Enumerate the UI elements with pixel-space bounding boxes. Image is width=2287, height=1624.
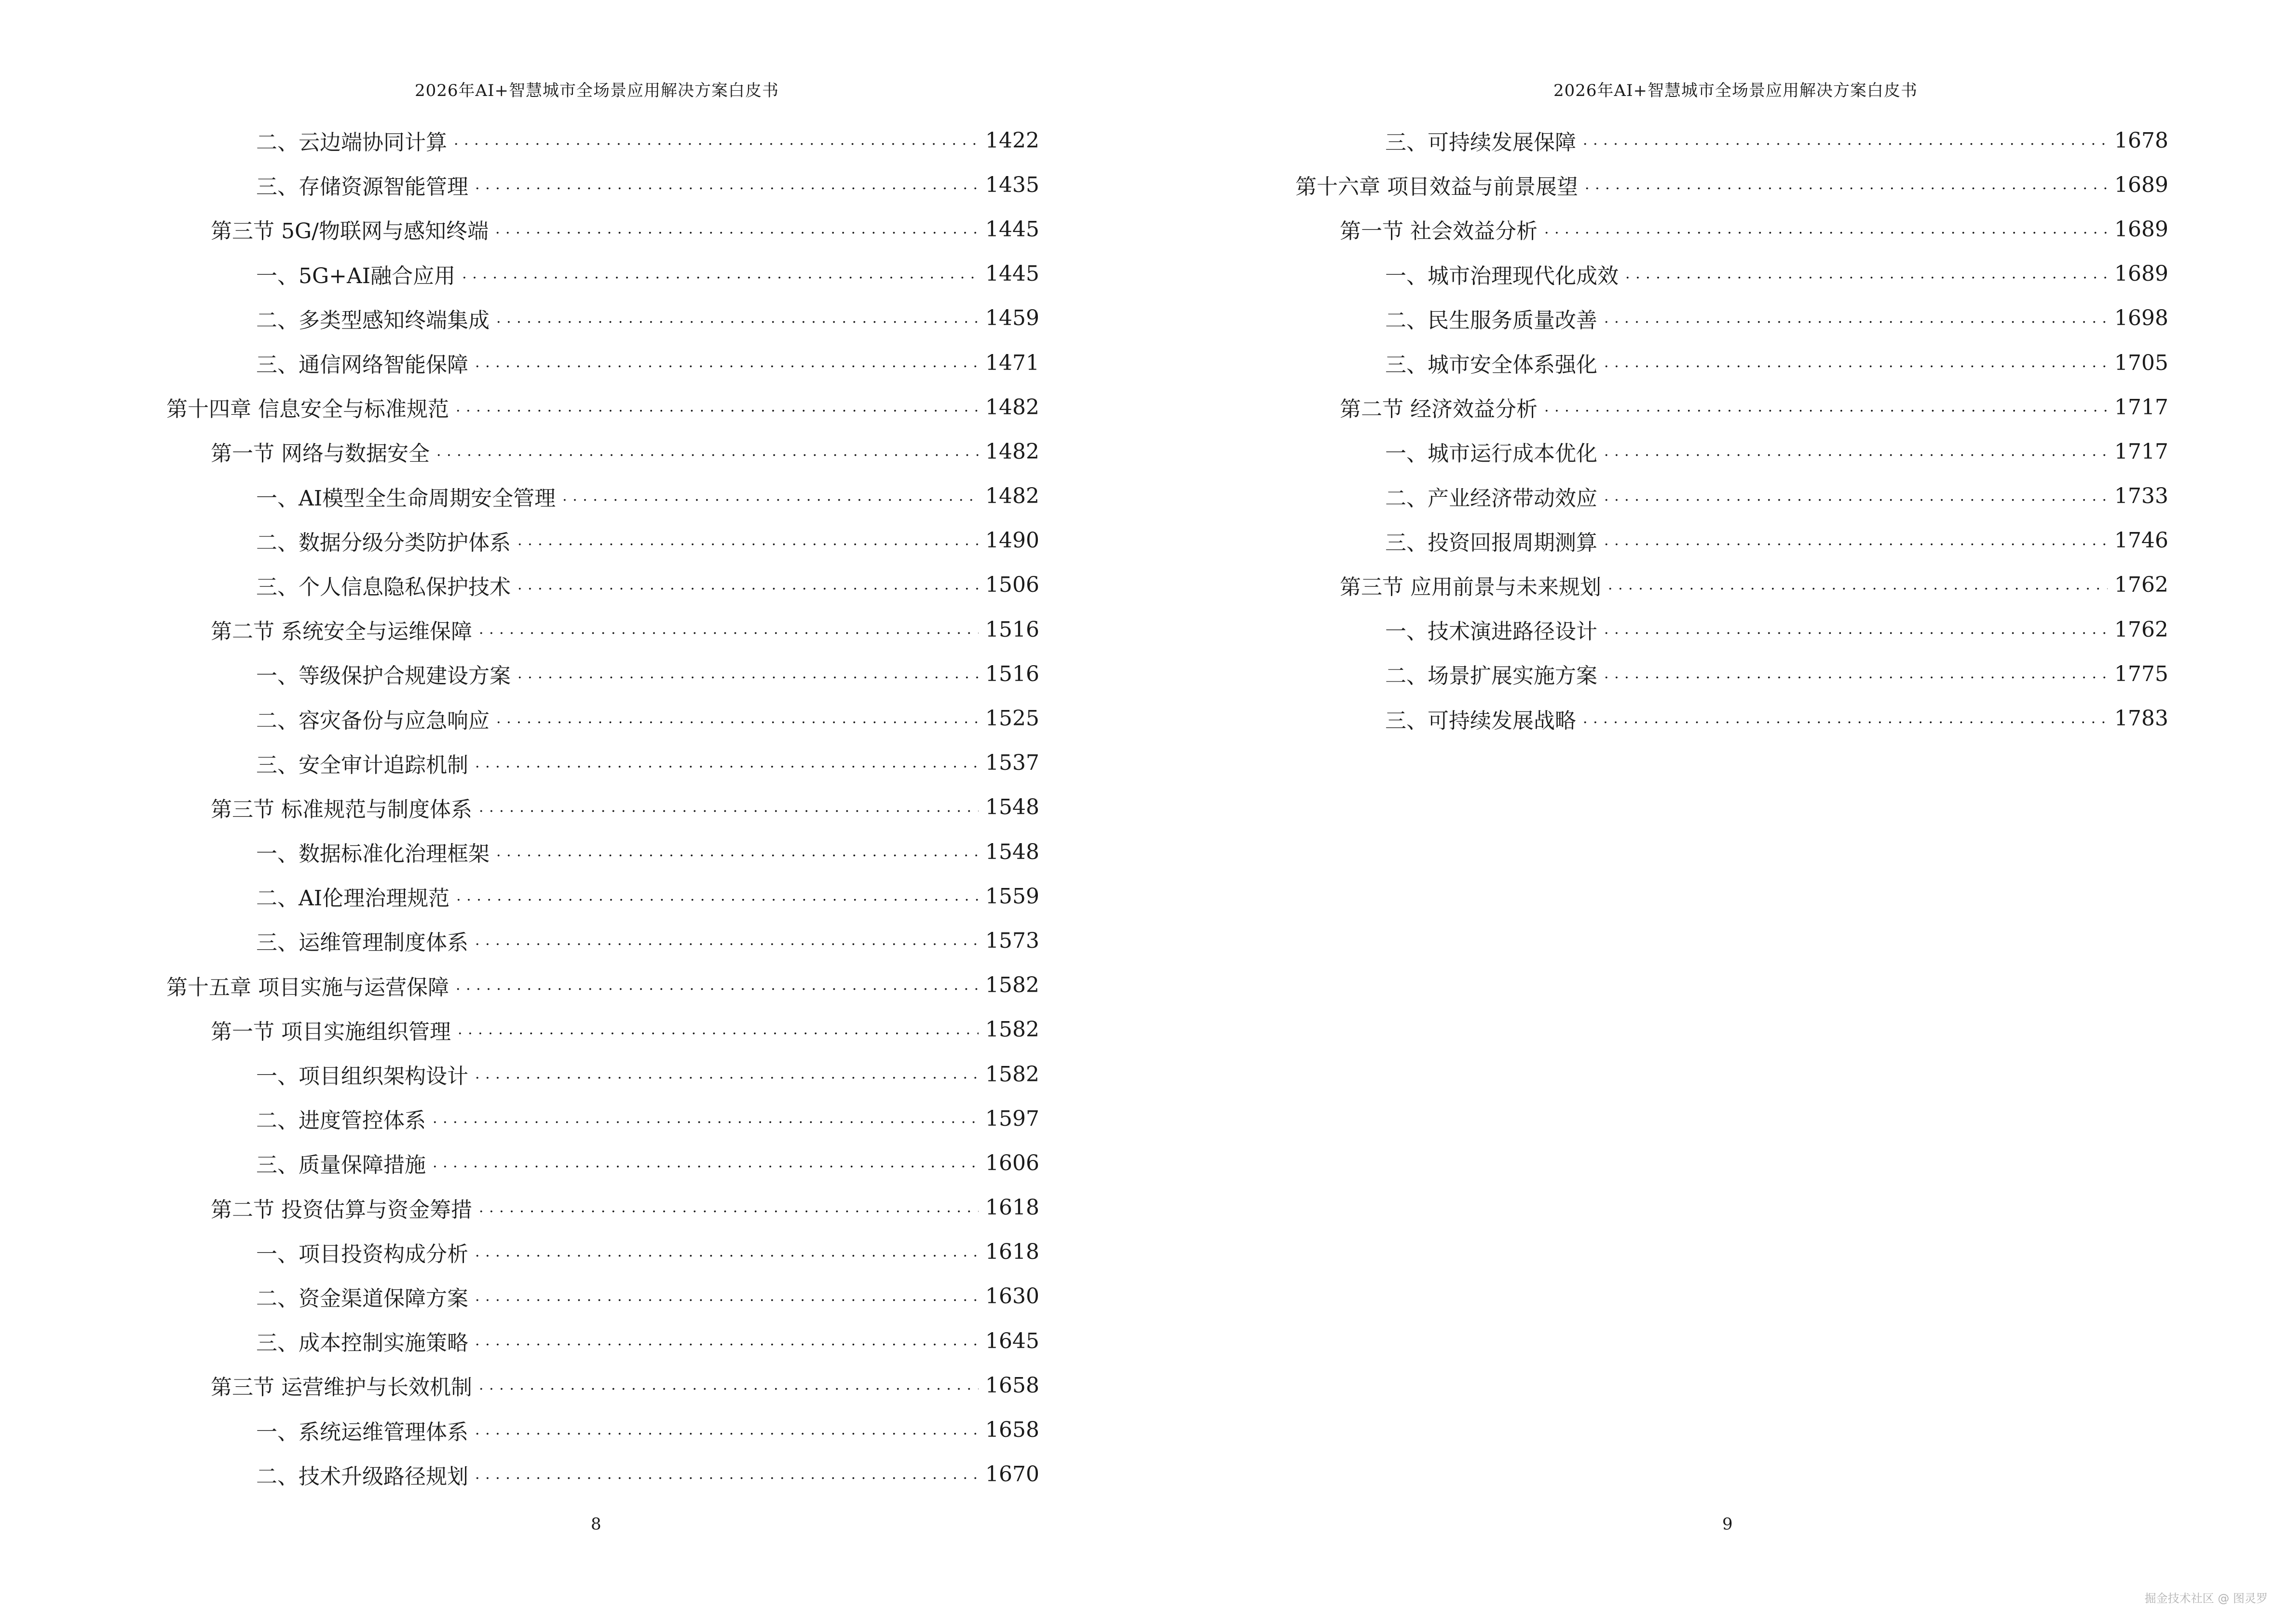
toc-entry-page-number: 1597 xyxy=(985,1106,1039,1131)
toc-entry[interactable] xyxy=(1295,341,2168,385)
toc-entry-page-number: 1525 xyxy=(985,706,1039,731)
toc-entry-page-number: 1698 xyxy=(2114,306,2168,331)
dot-leader xyxy=(1544,396,2108,418)
dot-leader xyxy=(475,1286,979,1307)
toc-entry-page-number: 1559 xyxy=(985,884,1039,909)
dot-leader xyxy=(517,530,979,551)
toc-entry-label: 二、数据分级分类防护体系 xyxy=(256,530,511,555)
dot-leader xyxy=(433,1152,979,1174)
toc-entry[interactable] xyxy=(1295,519,2168,563)
toc-entry-label: 二、多类型感知终端集成 xyxy=(256,308,490,333)
toc-entry[interactable] xyxy=(166,1052,1039,1096)
toc-entry-label: 三、安全审计追踪机制 xyxy=(256,752,468,778)
toc-entry[interactable] xyxy=(166,474,1039,519)
toc-entry-page-number: 1482 xyxy=(985,395,1039,420)
toc-entry-label: 二、AI伦理治理规范 xyxy=(256,886,450,911)
toc-entry-label: 一、城市治理现代化成效 xyxy=(1385,263,1619,288)
toc-entry-page-number: 1705 xyxy=(2114,350,2168,375)
toc-entry-label: 一、AI模型全生命周期安全管理 xyxy=(256,486,556,511)
toc-entry-label: 三、可持续发展战略 xyxy=(1385,708,1576,733)
toc-entry[interactable] xyxy=(1295,429,2168,474)
dot-leader xyxy=(1604,619,2108,640)
toc-entry[interactable] xyxy=(166,1230,1039,1274)
toc-entry[interactable] xyxy=(1295,474,2168,519)
dot-leader xyxy=(496,841,979,862)
toc-entry-label: 一、5G+AI融合应用 xyxy=(256,263,456,288)
dot-leader xyxy=(436,441,979,462)
dot-leader xyxy=(456,396,979,418)
toc-entry[interactable] xyxy=(166,118,1039,163)
toc-entry[interactable] xyxy=(166,607,1039,652)
toc-entry[interactable] xyxy=(166,785,1039,830)
toc-entry-label: 三、成本控制实施策略 xyxy=(256,1331,468,1356)
toc-entry[interactable] xyxy=(166,874,1039,918)
toc-entry-label: 一、系统运维管理体系 xyxy=(256,1419,468,1445)
right-page xyxy=(1144,0,2287,1624)
dot-leader xyxy=(1604,486,2108,507)
toc-entry-label: 三、投资回报周期测算 xyxy=(1385,530,1597,555)
toc-entry-page-number: 1717 xyxy=(2114,439,2168,464)
toc-entry[interactable] xyxy=(166,963,1039,1008)
dot-leader xyxy=(456,975,979,996)
toc-entry-label: 一、项目投资构成分析 xyxy=(256,1242,468,1267)
toc-entry[interactable] xyxy=(166,918,1039,963)
toc-entry[interactable] xyxy=(1295,163,2168,207)
toc-entry-label: 三、运维管理制度体系 xyxy=(256,930,468,955)
dot-leader xyxy=(517,574,979,596)
toc-entry-label: 一、项目组织架构设计 xyxy=(256,1064,468,1089)
dot-leader xyxy=(479,797,979,818)
dot-leader xyxy=(496,708,979,729)
dot-leader xyxy=(1625,263,2108,285)
toc-entry-page-number: 1689 xyxy=(2114,172,2168,197)
toc-entry-page-number: 1670 xyxy=(985,1462,1039,1487)
dot-leader xyxy=(496,308,979,329)
dot-leader xyxy=(1585,174,2108,195)
toc-entry-label: 二、技术升级路径规划 xyxy=(256,1464,468,1489)
toc-entry-label: 三、质量保障措施 xyxy=(256,1153,426,1178)
toc-entry[interactable] xyxy=(166,207,1039,251)
toc-entry-label: 第一节 项目实施组织管理 xyxy=(211,1019,451,1044)
toc-entry[interactable] xyxy=(166,1452,1039,1497)
toc-entry-label: 三、存储资源智能管理 xyxy=(256,175,468,200)
toc-entry-label: 第十五章 项目实施与运营保障 xyxy=(166,975,449,1000)
toc-entry[interactable] xyxy=(166,1141,1039,1185)
running-header: 2026年AI+智慧城市全场景应用解决方案白皮书 xyxy=(1553,81,1918,100)
toc-entry-page-number: 1471 xyxy=(985,350,1039,375)
toc-entry-page-number: 1762 xyxy=(2114,617,2168,642)
toc-entry-page-number: 1746 xyxy=(2114,528,2168,553)
toc-entry-label: 二、场景扩展实施方案 xyxy=(1385,664,1597,689)
page-number: 8 xyxy=(591,1515,601,1534)
toc-entry-page-number: 1573 xyxy=(985,928,1039,953)
toc-entry[interactable] xyxy=(1295,652,2168,696)
dot-leader xyxy=(475,1330,979,1351)
toc-entry-page-number: 1658 xyxy=(985,1373,1039,1398)
toc-entry-page-number: 1445 xyxy=(985,217,1039,242)
dot-leader xyxy=(1604,308,2108,329)
toc-entry[interactable] xyxy=(1295,252,2168,296)
toc-entry[interactable] xyxy=(1295,207,2168,251)
toc-entry-label: 三、可持续发展保障 xyxy=(1385,130,1576,155)
toc-entry[interactable] xyxy=(166,1319,1039,1363)
toc-entry[interactable] xyxy=(166,696,1039,740)
dot-leader xyxy=(479,1375,979,1396)
dot-leader xyxy=(475,174,979,195)
dot-leader xyxy=(1544,218,2108,240)
dot-leader xyxy=(1608,574,2108,596)
toc-entry-page-number: 1582 xyxy=(985,1017,1039,1042)
dot-leader xyxy=(1604,441,2108,462)
toc-entry[interactable] xyxy=(166,652,1039,696)
page-number: 9 xyxy=(1722,1515,1733,1534)
toc-entry[interactable] xyxy=(166,1096,1039,1141)
dot-leader xyxy=(479,619,979,640)
dot-leader xyxy=(1583,130,2108,151)
toc-entry-page-number: 1762 xyxy=(2114,573,2168,598)
toc-entry-label: 第二节 系统安全与运维保障 xyxy=(211,619,472,644)
toc-entry-label: 第三节 5G/物联网与感知终端 xyxy=(211,219,489,244)
toc-entry-label: 一、数据标准化治理框架 xyxy=(256,842,490,867)
toc-entry-page-number: 1482 xyxy=(985,484,1039,509)
dot-leader xyxy=(517,663,979,684)
toc-entry-label: 一、城市运行成本优化 xyxy=(1385,441,1597,466)
dot-leader xyxy=(456,886,979,907)
toc-entry-label: 三、个人信息隐私保护技术 xyxy=(256,574,511,600)
toc-entry-label: 第三节 运营维护与长效机制 xyxy=(211,1375,472,1400)
toc-entry-page-number: 1548 xyxy=(985,795,1039,820)
toc-entry-page-number: 1435 xyxy=(985,172,1039,197)
toc-entry-label: 第十四章 信息安全与标准规范 xyxy=(166,397,449,422)
dot-leader xyxy=(458,1019,979,1040)
toc-entry-page-number: 1537 xyxy=(985,751,1039,776)
toc-entry-page-number: 1606 xyxy=(985,1150,1039,1175)
table-of-contents xyxy=(1295,118,2168,741)
dot-leader xyxy=(475,1419,979,1441)
toc-entry-page-number: 1445 xyxy=(985,261,1039,287)
toc-entry[interactable] xyxy=(166,1363,1039,1407)
toc-entry-label: 第十六章 项目效益与前景展望 xyxy=(1295,175,1578,200)
toc-entry[interactable] xyxy=(166,385,1039,429)
toc-entry[interactable] xyxy=(1295,296,2168,341)
toc-entry-page-number: 1678 xyxy=(2114,128,2168,153)
toc-entry-label: 二、资金渠道保障方案 xyxy=(256,1286,468,1311)
dot-leader xyxy=(562,486,979,507)
dot-leader xyxy=(1604,352,2108,373)
dot-leader xyxy=(462,263,979,285)
dot-leader xyxy=(1604,530,2108,551)
toc-entry-page-number: 1548 xyxy=(985,839,1039,864)
dot-leader xyxy=(433,1108,979,1129)
toc-entry-page-number: 1783 xyxy=(2114,706,2168,731)
dot-leader xyxy=(475,1064,979,1085)
running-header: 2026年AI+智慧城市全场景应用解决方案白皮书 xyxy=(415,81,779,100)
dot-leader xyxy=(475,352,979,373)
dot-leader xyxy=(495,218,979,240)
toc-entry-page-number: 1689 xyxy=(2114,217,2168,242)
toc-entry[interactable] xyxy=(166,341,1039,385)
toc-entry-label: 二、产业经济带动效应 xyxy=(1385,486,1597,511)
toc-entry-page-number: 1516 xyxy=(985,617,1039,642)
toc-entry-page-number: 1506 xyxy=(985,573,1039,598)
toc-entry-label: 二、进度管控体系 xyxy=(256,1108,426,1133)
toc-entry[interactable] xyxy=(166,429,1039,474)
dot-leader xyxy=(1583,708,2108,729)
toc-entry-label: 三、城市安全体系强化 xyxy=(1385,353,1597,378)
toc-entry-page-number: 1490 xyxy=(985,528,1039,553)
toc-entry-label: 三、通信网络智能保障 xyxy=(256,353,468,378)
toc-entry[interactable] xyxy=(166,1186,1039,1230)
toc-entry[interactable] xyxy=(166,741,1039,785)
toc-entry[interactable] xyxy=(166,252,1039,296)
table-of-contents xyxy=(166,118,1039,1497)
toc-entry-page-number: 1689 xyxy=(2114,261,2168,287)
toc-entry[interactable] xyxy=(166,1008,1039,1052)
dot-leader xyxy=(479,1197,979,1218)
dot-leader xyxy=(475,752,979,774)
toc-entry-page-number: 1630 xyxy=(985,1284,1039,1309)
toc-entry-page-number: 1775 xyxy=(2114,661,2168,686)
toc-entry[interactable] xyxy=(166,1407,1039,1452)
dot-leader xyxy=(1604,663,2108,684)
toc-entry-page-number: 1582 xyxy=(985,973,1039,998)
toc-entry-label: 第一节 社会效益分析 xyxy=(1340,219,1538,244)
toc-entry[interactable] xyxy=(166,1274,1039,1319)
toc-entry[interactable] xyxy=(166,519,1039,563)
toc-entry[interactable] xyxy=(1295,607,2168,652)
toc-entry-page-number: 1645 xyxy=(985,1328,1039,1353)
toc-entry-label: 二、容灾备份与应急响应 xyxy=(256,708,490,733)
toc-entry-page-number: 1658 xyxy=(985,1418,1039,1443)
toc-entry-page-number: 1618 xyxy=(985,1195,1039,1220)
toc-entry[interactable] xyxy=(1295,118,2168,163)
toc-entry[interactable] xyxy=(166,830,1039,874)
dot-leader xyxy=(454,130,979,151)
toc-entry-label: 二、云边端协同计算 xyxy=(256,130,447,155)
toc-entry-page-number: 1717 xyxy=(2114,395,2168,420)
toc-entry-page-number: 1582 xyxy=(985,1062,1039,1087)
toc-entry-label: 一、技术演进路径设计 xyxy=(1385,619,1597,644)
dot-leader xyxy=(475,1464,979,1485)
toc-entry[interactable] xyxy=(1295,563,2168,607)
toc-entry-label: 第一节 网络与数据安全 xyxy=(211,441,430,466)
toc-entry[interactable] xyxy=(166,563,1039,607)
toc-entry-page-number: 1516 xyxy=(985,661,1039,686)
toc-entry-label: 第二节 经济效益分析 xyxy=(1340,397,1538,422)
toc-entry-page-number: 1733 xyxy=(2114,484,2168,509)
toc-entry[interactable] xyxy=(166,163,1039,207)
toc-entry[interactable] xyxy=(1295,696,2168,740)
toc-entry-page-number: 1482 xyxy=(985,439,1039,464)
toc-entry-page-number: 1422 xyxy=(985,128,1039,153)
dot-leader xyxy=(475,930,979,951)
toc-entry[interactable] xyxy=(1295,385,2168,429)
toc-entry-label: 二、民生服务质量改善 xyxy=(1385,308,1597,333)
toc-entry-label: 第三节 应用前景与未来规划 xyxy=(1340,574,1601,600)
watermark: 掘金技术社区 @ 图灵罗 xyxy=(2144,1592,2268,1605)
dot-leader xyxy=(475,1242,979,1263)
toc-entry-label: 一、等级保护合规建设方案 xyxy=(256,664,511,689)
toc-entry-label: 第二节 投资估算与资金筹措 xyxy=(211,1197,472,1222)
toc-entry-label: 第三节 标准规范与制度体系 xyxy=(211,797,472,822)
toc-entry-page-number: 1459 xyxy=(985,306,1039,331)
toc-entry[interactable] xyxy=(166,296,1039,341)
toc-entry-page-number: 1618 xyxy=(985,1240,1039,1265)
